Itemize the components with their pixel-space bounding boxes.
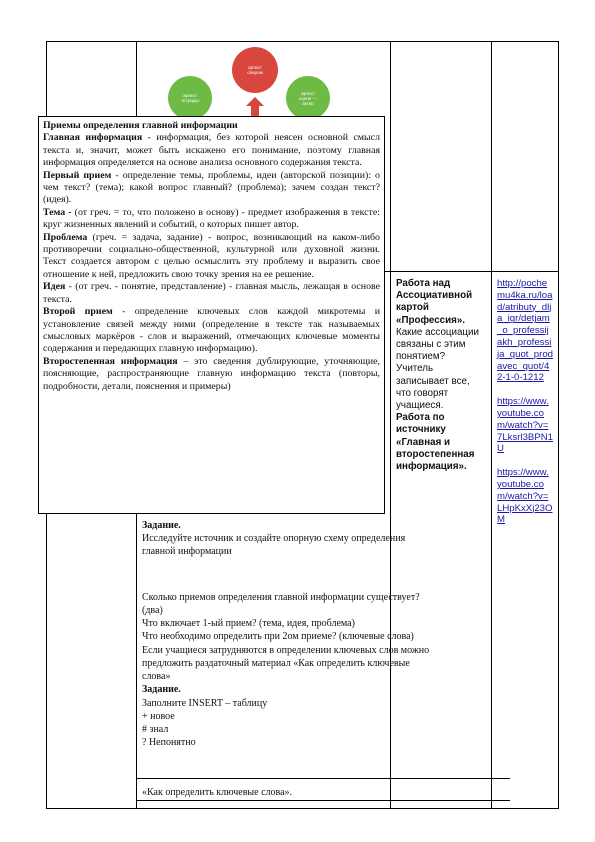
task-text: Исследуйте источник и создайте опорную схему определения [142,533,406,544]
diagram-arrow-icon [246,97,264,117]
resource-link[interactable]: https://www.youtube.com/watch?v=LHpKxXj23OM [497,467,553,526]
task-title: Задание. [142,520,181,531]
task-title: Задание. [142,684,181,695]
question: Что включает 1-ый прием? (тема, идея, проблема) [142,618,355,629]
diagram-node-right: артист сцене — актер [286,76,330,120]
table-top-border [46,41,559,42]
col-divider-3 [491,41,492,809]
popup-paragraph: Тема - (от греч. = то, что положено в основу) - предмет изображения в тексте: круг жизненных явлений и событий, о которых пишет автор. [43,206,380,231]
insert-item: ? Непонятно [142,737,196,748]
diagram-node-top: артист опером [232,47,278,93]
insert-item: + новое [142,711,175,722]
resource-link[interactable]: http://pochemu4ka.ru/load/atributy_dlja_igr/detjam_o_professijakh_professija_quot_prodavec_quot/42-1-0-1212 [497,278,554,384]
question: Сколько приемов определения главной информации существует? [142,592,420,603]
popup-paragraph: Главная информация - информация, без которой неясен основной смысл текста и, значит, может быть искажено его понимание, поэтому главная информация определяется на основе анализа основного содержания текста. [43,132,380,169]
links-column [497,278,553,538]
insert-item: # знал [142,724,169,735]
task-text: Заполните INSERT – таблицу [142,698,268,709]
table-right-border [558,41,559,809]
table-bottom-border [46,808,559,809]
question: (два) [142,605,163,616]
question: Если учащиеся затрудняются в определении ключевых слов можно [142,645,430,656]
handout-title: «Как определить ключевые слова». [142,787,293,798]
question: Что необходимо определить при 2ом приеме? (ключевые слова) [142,631,414,642]
task-text: главной информации [142,546,232,557]
inner-rule-top [137,778,510,779]
popup-paragraph: Второстепенная информация – это сведения дублирующие, уточняющие, поясняющие, распространяющие главную информацию текста (повторы, подробности, детали, пояснения и примеры) [43,355,380,392]
question: предложить раздаточный материал «Как определить ключевые [142,658,410,669]
main-info-popup [38,116,385,514]
resource-link[interactable]: https://www.youtube.com/watch?v=7Lksrl3BPN1U [497,396,553,455]
diagram-node-left: артист эстрады [168,76,212,120]
inner-rule-bottom [137,800,510,801]
popup-paragraph: Идея - (от греч. - понятие, представление) - главная мысль, лежащая в основе текста. [43,281,380,305]
popup-paragraph: Второй прием - определение ключевых слов каждой микротемы и установление связей между ними (определение в тексте так называемых смысловых маркёров - слов и выражений, отмечающих ключевые моменты содержания и передающих главную информацию). [43,306,380,355]
popup-paragraph: Проблема (греч. = задача, задание) - вопрос, возникающий на каком-либо противоречии социально-общественной, культурной или духовной жизни. Текст создается автором с целью осмыслить эту проблему и выразить свое отношение к ней, предложить свою точку зрения на ее решение. [43,231,380,280]
popup-title: Приемы определения главной информации [43,120,238,131]
question: слова» [142,671,171,682]
col-divider-2 [390,41,391,809]
popup-paragraph: Первый прием - определение темы, проблемы, идеи (авторской позиции): о чем текст? (тема); какой вопрос главный? (проблема); зачем создан текст? (идея). [43,169,380,206]
activity-column: Работа над Ассоциативной картой «Профессия». Какие ассоциации связаны с этим понятием? Учитель записывает все, что говорят учащиеся. Работа по источнику «Главная и второстепенная информация». [396,278,479,473]
